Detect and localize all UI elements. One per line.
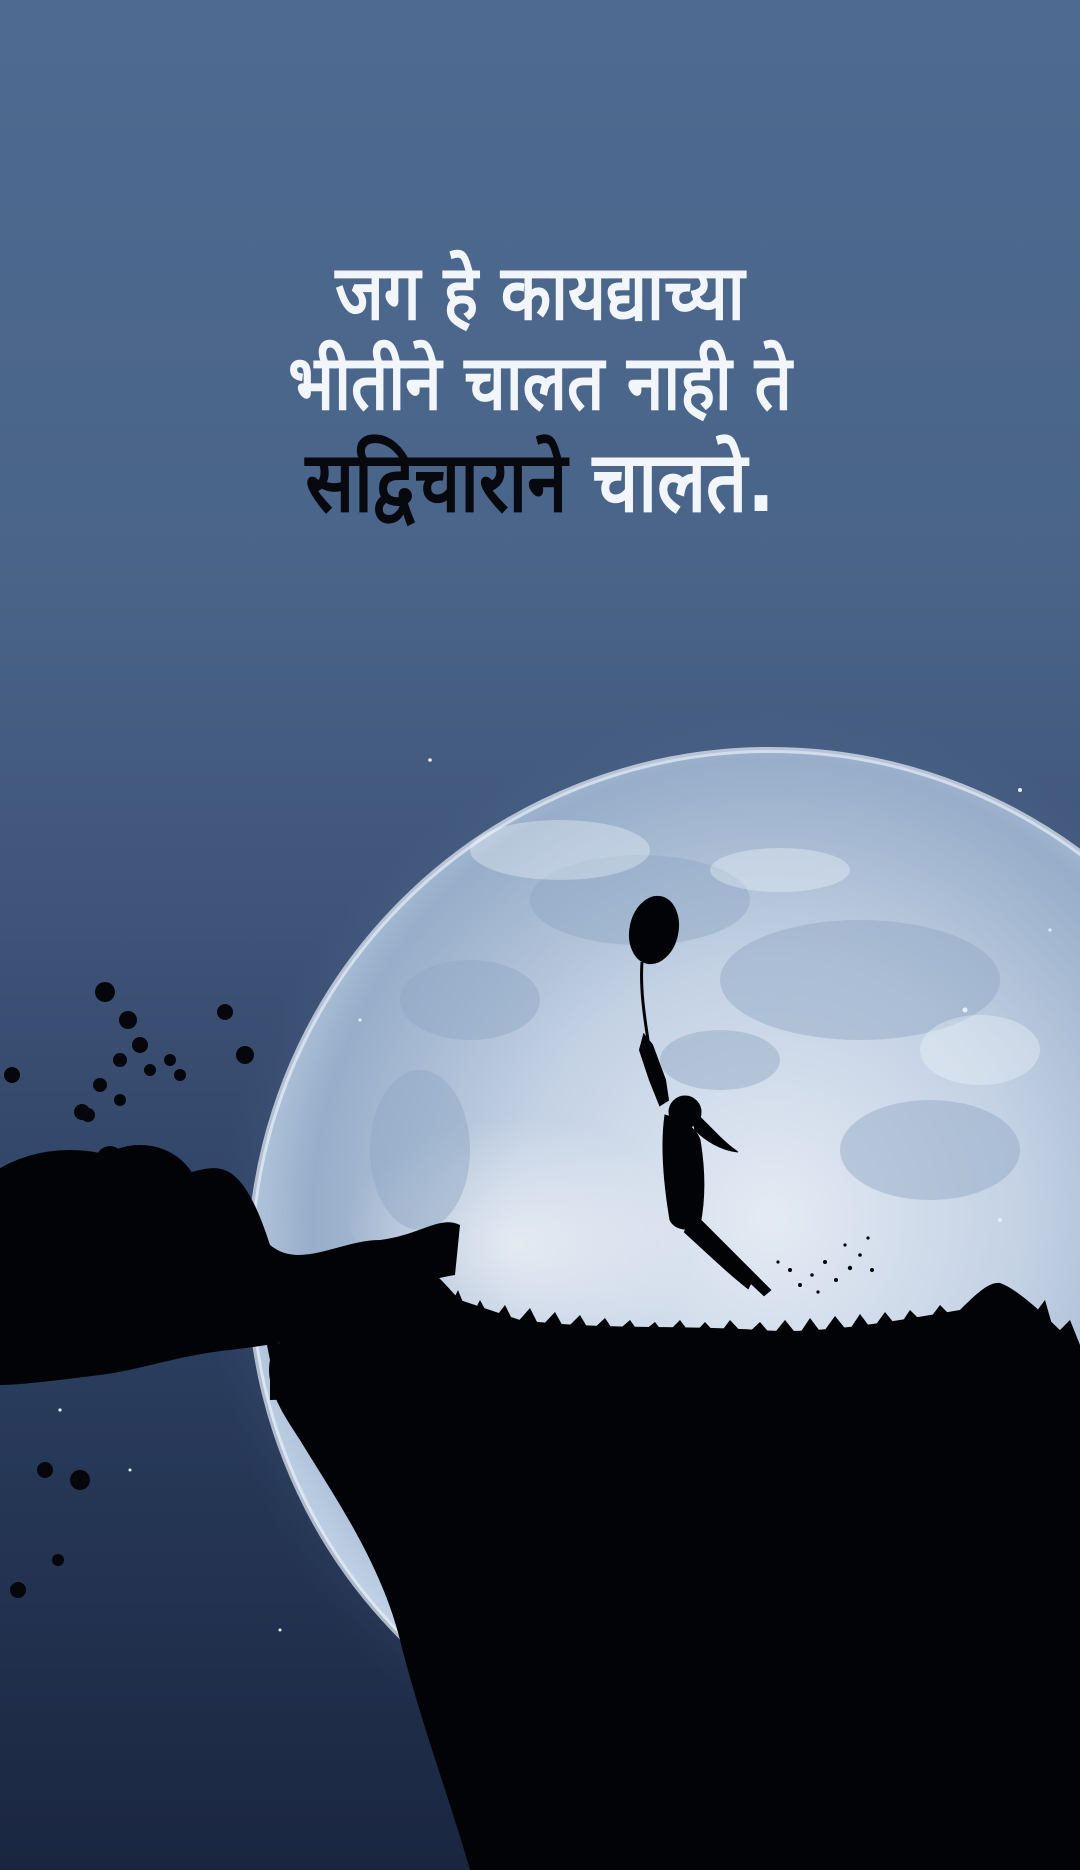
quote-emphasis-word: सद्विचाराने xyxy=(305,433,568,532)
cliff-silhouette xyxy=(262,1267,1080,1870)
quote-line-3-rest: चालते. xyxy=(592,433,775,532)
quote-line-3 xyxy=(76,433,1005,532)
quote-line-1: जग हे कायद्याच्या xyxy=(335,248,745,337)
quote-line-2: भीतीने चालत नाही ते xyxy=(288,337,792,427)
quote-text xyxy=(76,248,1005,532)
